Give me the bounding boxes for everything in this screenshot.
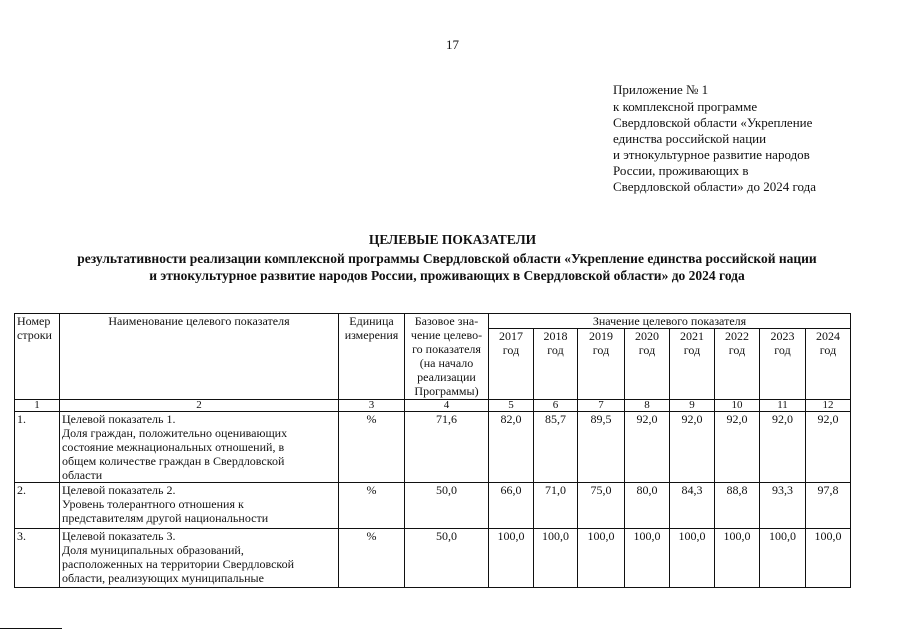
indicator-base: 71,6 bbox=[405, 412, 489, 483]
header-year: 2023 год bbox=[760, 329, 806, 400]
header-base-line: реализации bbox=[417, 370, 476, 384]
header-unit: Единица измерения bbox=[339, 314, 405, 400]
header-year: 2022 год bbox=[715, 329, 760, 400]
indicator-value: 100,0 bbox=[760, 529, 806, 588]
row-number: 3. bbox=[15, 529, 60, 588]
column-number: 10 bbox=[715, 400, 760, 412]
indicator-name: Целевой показатель 1. Доля граждан, положительно оценивающих состояние межнациональных отношений, в общем количестве граждан в Свердловской области bbox=[60, 412, 339, 483]
indicator-value: 93,3 bbox=[760, 483, 806, 529]
appendix-line: единства российской нации bbox=[613, 131, 767, 146]
indicator-value: 100,0 bbox=[534, 529, 578, 588]
header-year: 2019 год bbox=[578, 329, 625, 400]
footnote-rule bbox=[0, 628, 62, 629]
column-number: 6 bbox=[534, 400, 578, 412]
indicator-value: 80,0 bbox=[625, 483, 670, 529]
indicator-value: 71,0 bbox=[534, 483, 578, 529]
appendix-note bbox=[613, 82, 883, 195]
appendix-line: Приложение № 1 bbox=[613, 82, 709, 97]
indicator-value: 89,5 bbox=[578, 412, 625, 483]
indicator-unit: % bbox=[339, 529, 405, 588]
indicator-value: 100,0 bbox=[670, 529, 715, 588]
indicator-value: 92,0 bbox=[625, 412, 670, 483]
column-number: 12 bbox=[806, 400, 851, 412]
header-base-line: (на начало bbox=[419, 356, 474, 370]
page-number: 17 bbox=[446, 37, 459, 52]
header-value-group: Значение целевого показателя bbox=[489, 314, 851, 329]
indicator-value: 92,0 bbox=[760, 412, 806, 483]
header-year: 2021 год bbox=[670, 329, 715, 400]
indicators-table bbox=[14, 313, 851, 588]
column-number: 7 bbox=[578, 400, 625, 412]
document-title: ЦЕЛЕВЫЕ ПОКАЗАТЕЛИ bbox=[368, 232, 537, 247]
header-base-line: го показателя bbox=[412, 342, 481, 356]
indicator-value: 100,0 bbox=[806, 529, 851, 588]
header-year: 2020 год bbox=[625, 329, 670, 400]
subtitle-line: результативности реализации комплексной программы Свердловской области «Укрепление единства российской нации bbox=[77, 251, 817, 266]
table-row bbox=[15, 483, 851, 529]
row-number: 2. bbox=[15, 483, 60, 529]
indicator-unit: % bbox=[339, 483, 405, 529]
appendix-line: и этнокультурное развитие народов bbox=[613, 147, 810, 162]
indicator-base: 50,0 bbox=[405, 483, 489, 529]
header-base-line: Программы) bbox=[414, 384, 479, 398]
header-row-number: Номер строки bbox=[15, 314, 60, 400]
header-year: 2018 год bbox=[534, 329, 578, 400]
indicator-unit: % bbox=[339, 412, 405, 483]
appendix-line: России, проживающих в bbox=[613, 163, 749, 178]
appendix-line: к комплексной программе bbox=[613, 99, 758, 114]
indicator-base: 50,0 bbox=[405, 529, 489, 588]
indicator-value: 100,0 bbox=[578, 529, 625, 588]
subtitle-line: и этнокультурное развитие народов России, проживающих в Свердловской области» до 2024 года bbox=[149, 268, 745, 283]
indicator-value: 97,8 bbox=[806, 483, 851, 529]
indicator-value: 100,0 bbox=[489, 529, 534, 588]
table-row bbox=[15, 529, 851, 588]
indicator-value: 92,0 bbox=[670, 412, 715, 483]
header-year: 2024 год bbox=[806, 329, 851, 400]
indicator-value: 88,8 bbox=[715, 483, 760, 529]
column-number: 11 bbox=[760, 400, 806, 412]
indicator-name: Целевой показатель 3. Доля муниципальных образований, расположенных на территории Свердловской области, реализующих муниципальные bbox=[60, 529, 339, 588]
header-base-line: чение целево- bbox=[410, 328, 483, 342]
header-base bbox=[405, 314, 489, 400]
table-row bbox=[15, 412, 851, 483]
indicator-value: 100,0 bbox=[625, 529, 670, 588]
header-year: 2017 год bbox=[489, 329, 534, 400]
column-number: 5 bbox=[489, 400, 534, 412]
column-number: 2 bbox=[60, 400, 339, 412]
header-row bbox=[15, 314, 851, 329]
column-number: 1 bbox=[15, 400, 60, 412]
indicator-value: 92,0 bbox=[806, 412, 851, 483]
indicator-value: 66,0 bbox=[489, 483, 534, 529]
indicator-value: 100,0 bbox=[715, 529, 760, 588]
column-number: 3 bbox=[339, 400, 405, 412]
column-number-row bbox=[15, 400, 851, 412]
indicator-value: 84,3 bbox=[670, 483, 715, 529]
column-number: 9 bbox=[670, 400, 715, 412]
appendix-line: Свердловской области «Укрепление bbox=[613, 115, 813, 130]
header-base-line: Базовое зна- bbox=[414, 314, 479, 328]
column-number: 8 bbox=[625, 400, 670, 412]
document-subtitle bbox=[14, 250, 880, 284]
indicator-name: Целевой показатель 2. Уровень толерантного отношения к представителям другой национальности bbox=[60, 483, 339, 529]
column-number: 4 bbox=[405, 400, 489, 412]
row-number: 1. bbox=[15, 412, 60, 483]
indicator-value: 92,0 bbox=[715, 412, 760, 483]
indicator-value: 85,7 bbox=[534, 412, 578, 483]
indicator-value: 75,0 bbox=[578, 483, 625, 529]
header-name: Наименование целевого показателя bbox=[60, 314, 339, 400]
appendix-line: Свердловской области» до 2024 года bbox=[613, 179, 816, 194]
indicator-value: 82,0 bbox=[489, 412, 534, 483]
